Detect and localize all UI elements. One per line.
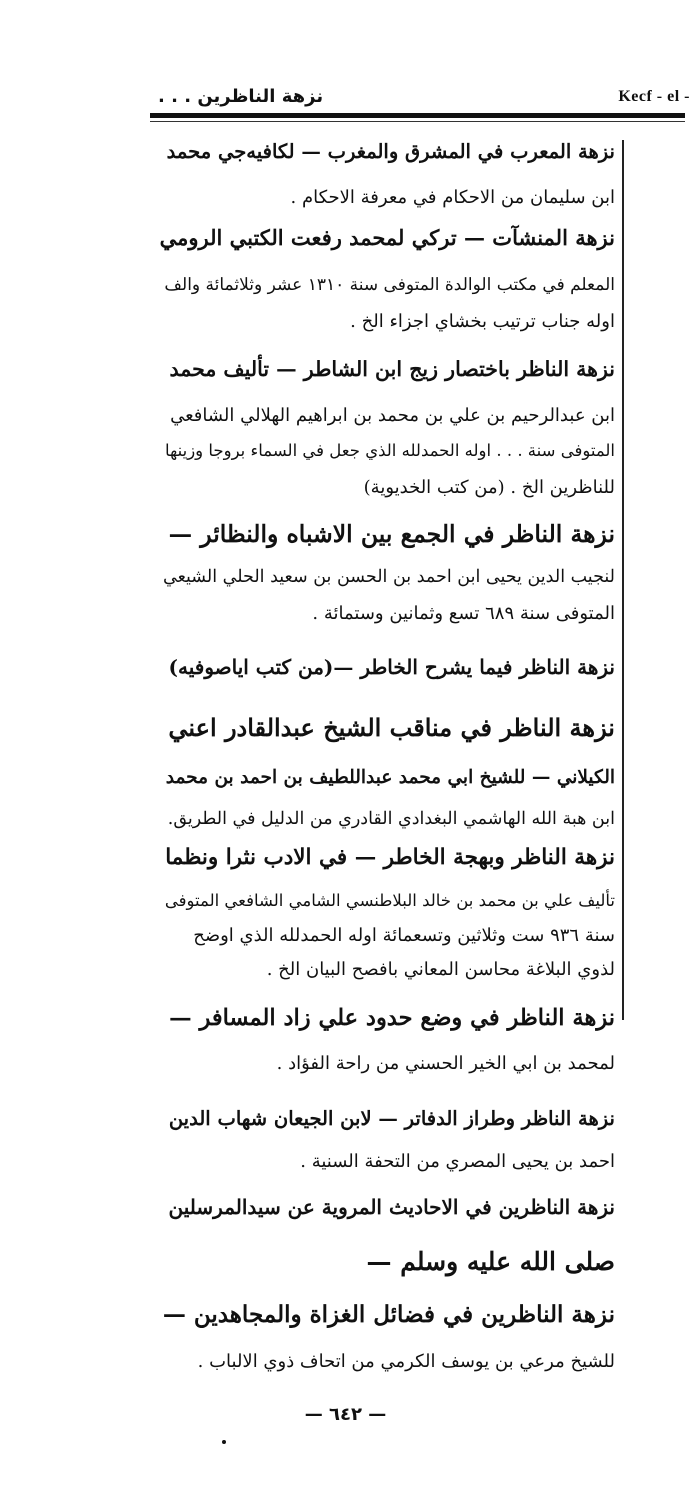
running-title: نزهة الناظرين . . . (158, 86, 324, 107)
text-line: نزهة المنشآت — تركي لمحمد رفعت الكتبي الرومي (159, 225, 615, 250)
text-line: صلى الله عليه وسلم — (366, 1247, 615, 1276)
text-line: نزهة الناظرين في فضائل الغزاة والمجاهدين — (162, 1301, 615, 1328)
volume-label: Kecf - el - (618, 88, 690, 105)
text-line: المعلم في مكتب الوالدة المتوفى سنة ١٣١٠ عشر وثلاثمائة والف (164, 275, 615, 295)
text-line: الكيلاني — للشيخ ابي محمد عبداللطيف بن احمد بن محمد (165, 767, 615, 788)
text-line: لمحمد بن ابي الخير الحسني من راحة الفؤاد . (276, 1053, 615, 1074)
header-rule-thin (150, 121, 685, 122)
text-line: نزهة الناظر فيما يشرح الخاطر —(من كتب اياصوفيه) (168, 655, 615, 679)
text-line: للشيخ مرعي بن يوسف الكرمي من اتحاف ذوي الالباب . (197, 1351, 615, 1372)
header-rule-thick (150, 113, 685, 118)
text-line: نزهة المعرب في المشرق والمغرب — لكافيه‌جي محمد (166, 140, 615, 163)
text-line: ابن هبة الله الهاشمي البغدادي القادري من الدليل في الطريق. (167, 809, 615, 829)
text-line: للناظرين الخ . (من كتب الخديوية) (363, 477, 615, 498)
page-number: — ٦٤٢ — (304, 1404, 387, 1425)
text-line: نزهة الناظر وطراز الدفاتر — لابن الجيعان شهاب الدين (168, 1107, 615, 1130)
text-line: لنجيب الدين يحيى ابن احمد بن الحسن بن سعيد الحلي الشيعي (162, 567, 615, 587)
text-line: نزهة الناظر في وضع حدود علي زاد المسافر — (169, 1005, 615, 1031)
margin-line (622, 140, 624, 1020)
text-line: اوله جناب ترتيب بخشاي اجزاء الخ . (350, 311, 615, 332)
text-line: احمد بن يحيى المصري من التحفة السنية . (300, 1151, 615, 1172)
text-line: نزهة الناظر باختصار زيج ابن الشاطر — تأليف محمد (169, 357, 615, 381)
text-line: نزهة الناظر في مناقب الشيخ عبدالقادر اعني (168, 713, 615, 742)
text-line: نزهة الناظر في الجمع بين الاشباه والنظائر — (168, 520, 615, 548)
text-line: تأليف علي بن محمد بن خالد البلاطنسي الشامي الشافعي المتوفى (164, 891, 615, 910)
text-line: نزهة الناظر وبهجة الخاطر — في الادب نثرا ونظما (165, 845, 615, 870)
text-line: ابن عبدالرحيم بن علي بن محمد بن ابراهيم الهلالي الشافعي (170, 405, 615, 426)
text-line: نزهة الناظرين في الاحاديث المروية عن سيدالمرسلين (168, 1195, 615, 1219)
text-line: المتوفى سنة . . . اوله الحمدلله الذي جعل في السماء بروجا وزينها (164, 441, 615, 460)
page-header (150, 82, 690, 112)
ink-dot (222, 1440, 226, 1444)
text-line: ابن سليمان من الاحكام في معرفة الاحكام . (290, 187, 615, 208)
text-line: لذوي البلاغة محاسن المعاني بافصح البيان الخ . (266, 959, 615, 980)
text-line: سنة ٩٣٦ ست وثلاثين وتسعمائة اوله الحمدلله الذي اوضح (193, 925, 615, 946)
text-line: المتوفى سنة ٦٨٩ تسع وثمانين وستمائة . (312, 603, 615, 624)
